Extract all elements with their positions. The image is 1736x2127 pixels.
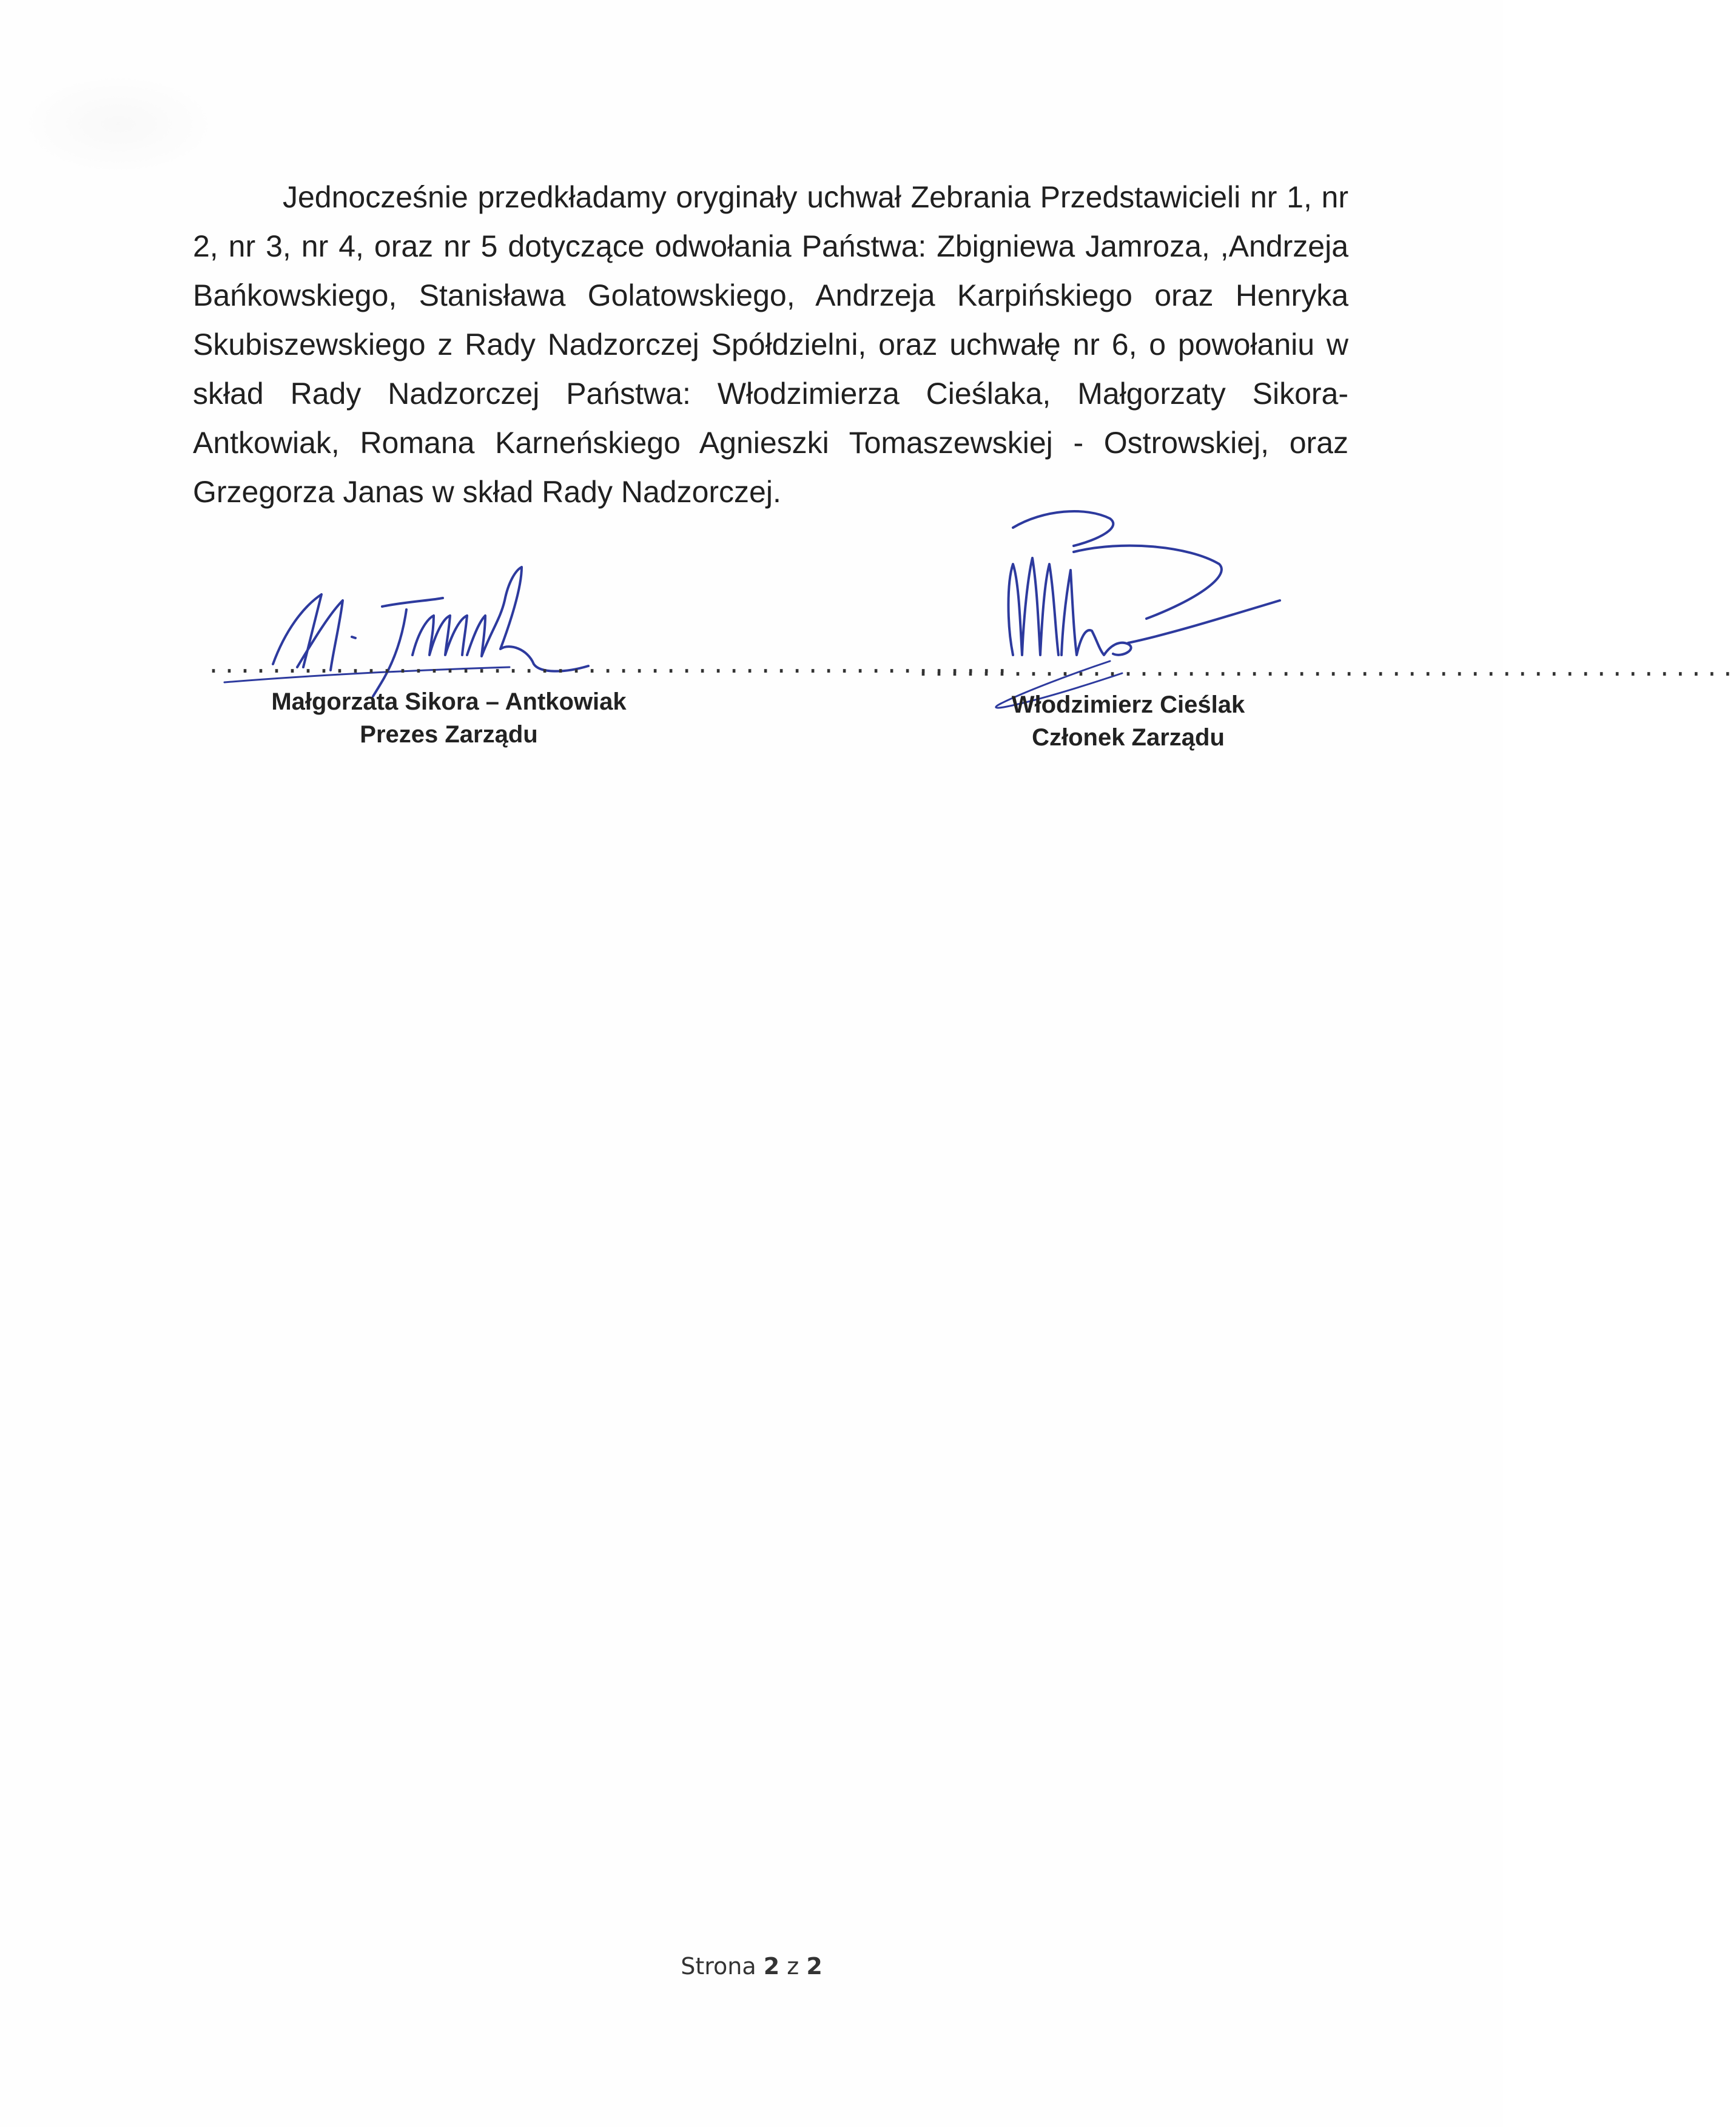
footer-current-page: 2 [763,1953,780,1980]
signature-line: .................................................... [916,656,1736,684]
main-paragraph: Jednocześnie przedkładamy oryginały uchwał Zebrania Przedstawicieli nr 1, nr 2, nr 3, nr 4, oraz nr 5 dotyczące odwołania Państwa: Zbigniewa Jamroza, ,Andrzeja Bańkowskiego, Stanisława Golatowskiego, Andrzeja Karpińskiego oraz Henryka Skubiszewskiego z Rady Nadzorczej Spółdzielni, oraz uchwałę nr 6, o powołaniu w skład Rady Nadzorczej Państwa: Włodzimierza Cieślaka, Małgorzaty Sikora-Antkowiak, Romana Karneńskiego Agnieszki Tomaszewskiej - Ostrowskiej, oraz Grzegorza Janas w skład Rady Nadzorczej. [193,180,1348,509]
page-footer [0,1953,1503,1980]
scan-artifact [18,73,218,176]
signature-block-left [206,653,1011,751]
signature-block-right [916,656,1736,754]
signatory-role: Członek Zarządu [1032,724,1225,751]
signatory-role: Prezes Zarządu [360,721,538,748]
signatory-name: Małgorzata Sikora – Antkowiak [271,688,627,715]
signature-line: ................................................... [206,653,1011,680]
footer-prefix: Strona [681,1953,756,1980]
footer-total-pages: 2 [806,1953,823,1980]
footer-separator: z [787,1953,799,1980]
signatory-name: Włodzimierz Cieślak [1011,691,1245,718]
body-text [193,173,1348,517]
